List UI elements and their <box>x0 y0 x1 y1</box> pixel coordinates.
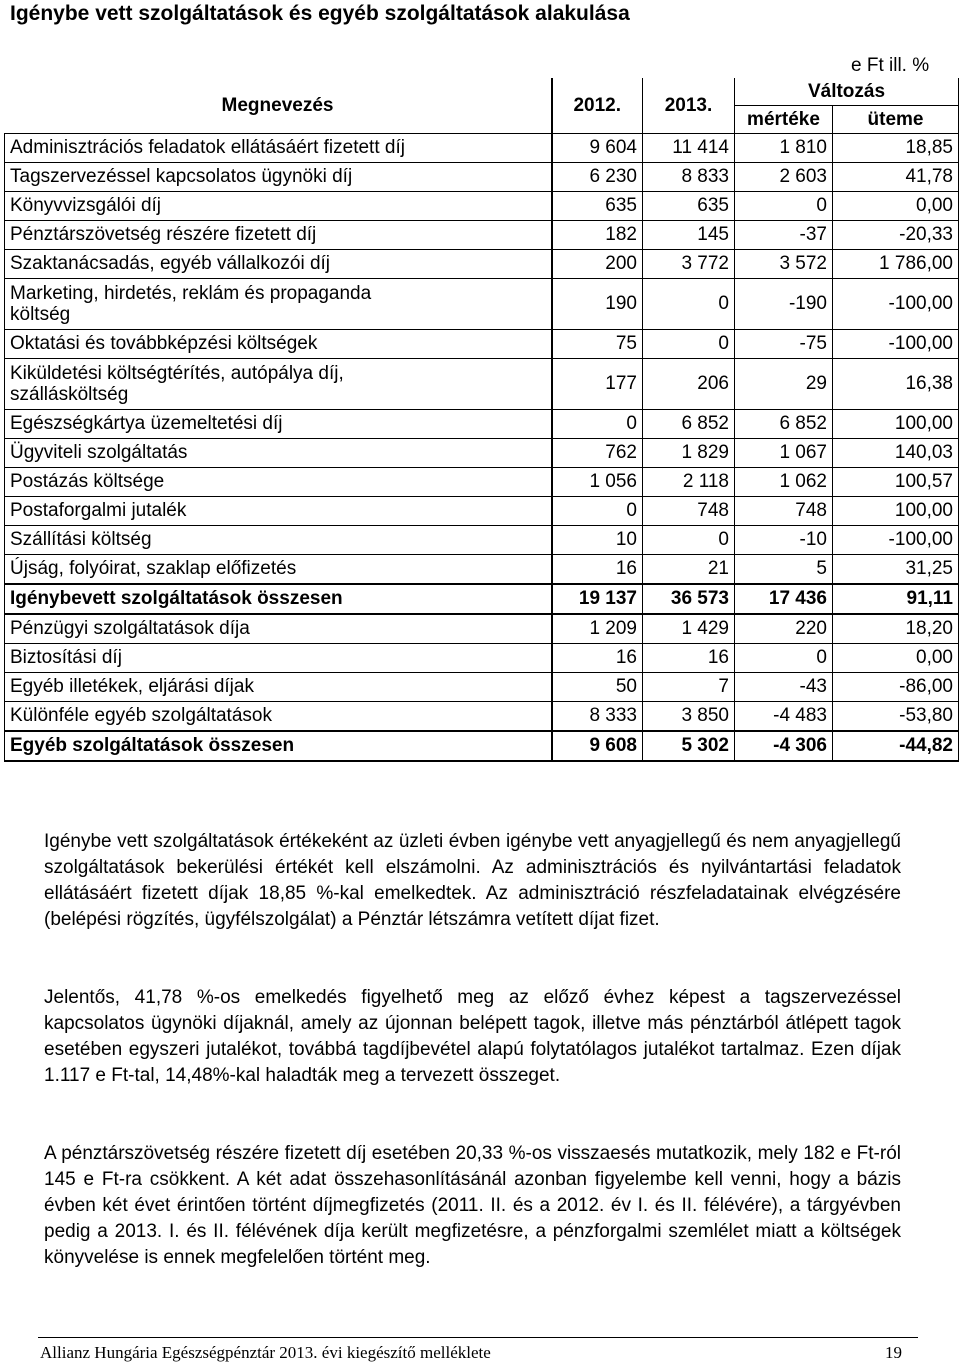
row-2012: 190 <box>552 279 643 330</box>
row-change-rate: 100,00 <box>833 410 959 439</box>
table-row <box>5 279 959 330</box>
unit-label: e Ft ill. % <box>851 55 930 76</box>
row-2013: 145 <box>643 221 735 250</box>
row-change-rate: -100,00 <box>833 330 959 359</box>
table-row <box>5 359 959 410</box>
row-2013: 21 <box>643 555 735 585</box>
header-name: Megnevezés <box>5 78 552 134</box>
row-name: Oktatási és továbbképzési költségek <box>5 330 552 359</box>
row-name: Pénztárszövetség részére fizetett díj <box>5 221 552 250</box>
paragraph-3: A pénztárszövetség részére fizetett díj esetében 20,33 %-os visszaesés mutatkozik, mely 182 e Ft-ról 145 e Ft-ra csökkent. A két adat összehasonlításánál azonban figyelembe kell venni, hogy a bázis évben két évet érintően történt díjmegfizetés (2011. II. és a 2012. év I. és II. félévére), a tárgyévben pedig a 2013. I. és II. félévének díja került megfizetésre, a pénzforgalmi szemlélet miatt a költségek könyvelése is ennek megfelelően történt meg. <box>44 1143 901 1268</box>
table-row <box>5 439 959 468</box>
table-row <box>5 134 959 163</box>
row-2012: 19 137 <box>552 584 643 614</box>
row-change-amount: -10 <box>735 526 833 555</box>
table-row <box>5 644 959 673</box>
row-change-rate: 41,78 <box>833 163 959 192</box>
header-2012: 2012. <box>552 78 643 134</box>
row-2013: 1 429 <box>643 614 735 644</box>
row-change-rate: 1 786,00 <box>833 250 959 279</box>
row-2013: 206 <box>643 359 735 410</box>
row-change-amount: -37 <box>735 221 833 250</box>
row-name: Egyéb szolgáltatások összesen <box>5 731 552 761</box>
table-row <box>5 221 959 250</box>
row-change-amount: 1 810 <box>735 134 833 163</box>
row-change-amount: -4 306 <box>735 731 833 761</box>
row-name: Tagszervezéssel kapcsolatos ügynöki díj <box>5 163 552 192</box>
services-table <box>4 78 959 762</box>
row-change-amount: 1 062 <box>735 468 833 497</box>
table-row <box>5 702 959 732</box>
page-number: 19 <box>885 1343 902 1362</box>
row-change-amount: -190 <box>735 279 833 330</box>
row-2012: 200 <box>552 250 643 279</box>
row-name: Újság, folyóirat, szaklap előfizetés <box>5 555 552 585</box>
row-name-line1: Marketing, hirdetés, reklám és propaganda <box>10 283 372 304</box>
row-2012: 177 <box>552 359 643 410</box>
row-2012: 75 <box>552 330 643 359</box>
row-2013: 6 852 <box>643 410 735 439</box>
row-2013: 3 772 <box>643 250 735 279</box>
row-2012: 635 <box>552 192 643 221</box>
row-change-amount: -43 <box>735 673 833 702</box>
row-2013: 635 <box>643 192 735 221</box>
table-row <box>5 250 959 279</box>
row-name: Biztosítási díj <box>5 644 552 673</box>
row-change-amount: 5 <box>735 555 833 585</box>
row-2013: 0 <box>643 330 735 359</box>
row-name: Ügyviteli szolgáltatás <box>5 439 552 468</box>
row-change-amount: -75 <box>735 330 833 359</box>
row-change-rate: 0,00 <box>833 192 959 221</box>
row-2013: 2 118 <box>643 468 735 497</box>
row-2013: 7 <box>643 673 735 702</box>
row-2013: 0 <box>643 526 735 555</box>
row-2012: 50 <box>552 673 643 702</box>
header-2013: 2013. <box>643 78 735 134</box>
row-2012: 1 056 <box>552 468 643 497</box>
table-row <box>5 614 959 644</box>
row-change-amount: 0 <box>735 644 833 673</box>
row-change-rate: 18,85 <box>833 134 959 163</box>
row-2013: 11 414 <box>643 134 735 163</box>
row-change-rate: -86,00 <box>833 673 959 702</box>
header-row-1 <box>5 78 959 106</box>
row-change-rate: 16,38 <box>833 359 959 410</box>
row-change-amount: 1 067 <box>735 439 833 468</box>
row-2013: 748 <box>643 497 735 526</box>
row-change-rate: -44,82 <box>833 731 959 761</box>
row-2012: 762 <box>552 439 643 468</box>
row-name-line2: szállásköltség <box>10 384 129 405</box>
row-2012: 182 <box>552 221 643 250</box>
row-2013: 3 850 <box>643 702 735 732</box>
row-2012: 9 604 <box>552 134 643 163</box>
table-row <box>5 192 959 221</box>
footer-divider <box>38 1337 918 1338</box>
row-change-amount: 29 <box>735 359 833 410</box>
row-change-rate: 91,11 <box>833 584 959 614</box>
row-name: Egyéb illetékek, eljárási díjak <box>5 673 552 702</box>
header-change: Változás <box>735 78 959 106</box>
row-2013: 5 302 <box>643 731 735 761</box>
row-2012: 16 <box>552 555 643 585</box>
row-change-amount: 6 852 <box>735 410 833 439</box>
row-2013: 1 829 <box>643 439 735 468</box>
row-2013: 8 833 <box>643 163 735 192</box>
table-row <box>5 526 959 555</box>
row-change-amount: 0 <box>735 192 833 221</box>
row-name-line1: Kiküldetési költségtérítés, autópálya díj, <box>10 363 344 384</box>
row-2013: 36 573 <box>643 584 735 614</box>
row-change-amount: 17 436 <box>735 584 833 614</box>
row-change-rate: 18,20 <box>833 614 959 644</box>
table-row <box>5 330 959 359</box>
row-name <box>5 359 552 410</box>
row-change-amount: 2 603 <box>735 163 833 192</box>
paragraph-1: Igénybe vett szolgáltatások értékeként az üzleti évben igénybe vett anyagjellegű és nem anyagjellegű szolgáltatások bekerülési értékét kell elszámolni. Az adminisztrációs és nyilvántartási feladatok ellátásáért fizetett díjak 18,85 %-kal emelkedtek. Az adminisztráció részfeladatainak elvégzésére (belépési rögzítés, ügyfélszolgálat) a Pénztár létszámra vetített díjat fizet. <box>44 831 901 930</box>
row-change-rate: -100,00 <box>833 279 959 330</box>
row-2012: 9 608 <box>552 731 643 761</box>
subtotal-row <box>5 584 959 614</box>
row-name: Adminisztrációs feladatok ellátásáért fizetett díj <box>5 134 552 163</box>
row-name: Pénzügyi szolgáltatások díja <box>5 614 552 644</box>
row-2012: 8 333 <box>552 702 643 732</box>
row-change-rate: 140,03 <box>833 439 959 468</box>
row-2012: 16 <box>552 644 643 673</box>
header-change-amount: mértéke <box>735 106 833 134</box>
row-change-amount: 3 572 <box>735 250 833 279</box>
row-name <box>5 279 552 330</box>
row-2013: 16 <box>643 644 735 673</box>
table-row <box>5 468 959 497</box>
row-2012: 10 <box>552 526 643 555</box>
header-change-rate: üteme <box>833 106 959 134</box>
row-name: Egészségkártya üzemeltetési díj <box>5 410 552 439</box>
row-2012: 0 <box>552 497 643 526</box>
row-2013: 0 <box>643 279 735 330</box>
row-change-rate: 0,00 <box>833 644 959 673</box>
paragraph-2: Jelentős, 41,78 %-os emelkedés figyelhető meg az előző évhez képest a tagszervezéssel kapcsolatos ügynöki díjaknál, amely az újonnan belépett tagok, illetve más pénztárból átlépett tagok esetében egyszeri jutalékot, továbbá tagdíjbevétel alapú folytatólagos jutalékot tartalmaz. Ezen díjak 1.117 e Ft-tal, 14,48%-kal haladták meg a tervezett összeget. <box>44 987 901 1086</box>
row-name: Szállítási költség <box>5 526 552 555</box>
row-2012: 1 209 <box>552 614 643 644</box>
table-row <box>5 410 959 439</box>
row-name: Könyvvizsgálói díj <box>5 192 552 221</box>
total-row <box>5 731 959 761</box>
row-name: Igénybevett szolgáltatások összesen <box>5 584 552 614</box>
row-name: Különféle egyéb szolgáltatások <box>5 702 552 732</box>
row-change-rate: 31,25 <box>833 555 959 585</box>
row-change-rate: 100,57 <box>833 468 959 497</box>
row-change-amount: -4 483 <box>735 702 833 732</box>
row-name: Szaktanácsadás, egyéb vállalkozói díj <box>5 250 552 279</box>
row-name: Postaforgalmi jutalék <box>5 497 552 526</box>
row-change-rate: -100,00 <box>833 526 959 555</box>
row-2012: 0 <box>552 410 643 439</box>
row-change-rate: -53,80 <box>833 702 959 732</box>
row-change-rate: 100,00 <box>833 497 959 526</box>
table-row <box>5 673 959 702</box>
row-change-amount: 748 <box>735 497 833 526</box>
table-row <box>5 163 959 192</box>
table-row <box>5 497 959 526</box>
table-row <box>5 555 959 585</box>
row-2012: 6 230 <box>552 163 643 192</box>
page-title: Igénybe vett szolgáltatások és egyéb szolgáltatások alakulása <box>10 2 630 25</box>
row-name-line2: költség <box>10 304 71 325</box>
row-change-rate: -20,33 <box>833 221 959 250</box>
row-change-amount: 220 <box>735 614 833 644</box>
footer-text: Allianz Hungária Egészségpénztár 2013. évi kiegészítő melléklete <box>40 1343 491 1362</box>
row-name: Postázás költsége <box>5 468 552 497</box>
